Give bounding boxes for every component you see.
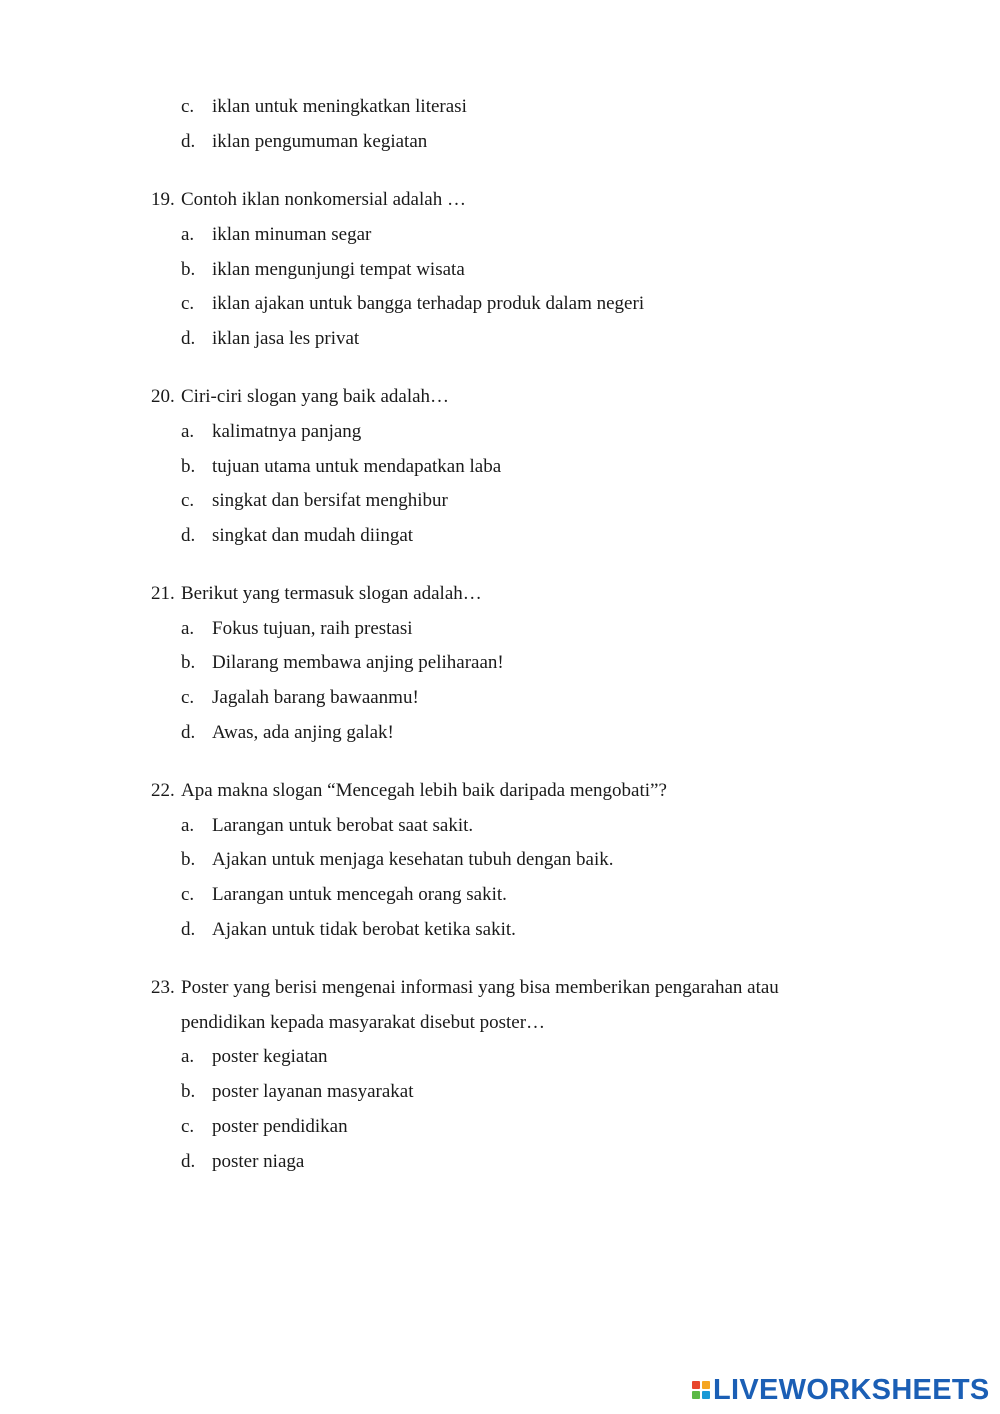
- question-number: 23.: [151, 977, 175, 998]
- option-text: Awas, ada anjing galak!: [212, 722, 394, 743]
- option-letter: c.: [181, 884, 195, 905]
- option-text: singkat dan mudah diingat: [212, 525, 414, 546]
- option-letter: b.: [181, 259, 196, 280]
- option-letter: b.: [181, 849, 196, 870]
- logo-mark-tile: [692, 1391, 700, 1399]
- logo-mark-tile: [692, 1381, 700, 1389]
- option-text: iklan minuman segar: [212, 224, 372, 245]
- option-text: iklan mengunjungi tempat wisata: [212, 259, 465, 280]
- question-text: Contoh iklan nonkomersial adalah …: [181, 189, 466, 210]
- question-number: 21.: [151, 583, 175, 604]
- option-text: poster kegiatan: [212, 1046, 328, 1067]
- liveworksheets-mark-icon: [692, 1381, 710, 1399]
- option-text: Jagalah barang bawaanmu!: [212, 687, 419, 708]
- option-letter: d.: [181, 919, 196, 940]
- question-text: pendidikan kepada masyarakat disebut poster…: [181, 1012, 546, 1033]
- question-number: 19.: [151, 189, 175, 210]
- option-letter: c.: [181, 1116, 195, 1137]
- question-number: 20.: [151, 386, 175, 407]
- option-letter: b.: [181, 456, 196, 477]
- logo-mark-tile: [702, 1381, 710, 1389]
- question-text: Apa makna slogan “Mencegah lebih baik daripada mengobati”?: [181, 780, 667, 801]
- option-text: kalimatnya panjang: [212, 421, 362, 442]
- option-letter: b.: [181, 652, 196, 673]
- option-text: poster layanan masyarakat: [212, 1081, 414, 1102]
- option-letter: d.: [181, 1151, 196, 1172]
- question-text: Poster yang berisi mengenai informasi yang bisa memberikan pengarahan atau: [181, 977, 779, 998]
- option-text: Ajakan untuk tidak berobat ketika sakit.: [212, 919, 516, 940]
- option-letter: a.: [181, 224, 195, 245]
- question-text: Ciri-ciri slogan yang baik adalah…: [181, 386, 450, 407]
- question-text: Berikut yang termasuk slogan adalah…: [181, 583, 482, 604]
- option-text: Larangan untuk berobat saat sakit.: [212, 815, 474, 836]
- option-letter: d.: [181, 328, 196, 349]
- option-text: Ajakan untuk menjaga kesehatan tubuh dengan baik.: [212, 849, 614, 870]
- option-letter: a.: [181, 1046, 195, 1067]
- option-text: poster niaga: [212, 1151, 305, 1172]
- option-text: Fokus tujuan, raih prestasi: [212, 618, 413, 639]
- option-letter: d.: [181, 131, 196, 152]
- option-letter: b.: [181, 1081, 196, 1102]
- option-letter: d.: [181, 525, 196, 546]
- liveworksheets-logo: [692, 1373, 990, 1407]
- option-letter: a.: [181, 815, 195, 836]
- option-text: iklan jasa les privat: [212, 328, 360, 349]
- option-text: iklan pengumuman kegiatan: [212, 131, 428, 152]
- option-text: Dilarang membawa anjing peliharaan!: [212, 652, 504, 673]
- question-number: 22.: [151, 780, 175, 801]
- option-letter: c.: [181, 687, 195, 708]
- option-text: poster pendidikan: [212, 1116, 348, 1137]
- option-letter: c.: [181, 293, 195, 314]
- option-text: singkat dan bersifat menghibur: [212, 490, 448, 511]
- option-letter: a.: [181, 618, 195, 639]
- option-letter: c.: [181, 490, 195, 511]
- option-text: iklan ajakan untuk bangga terhadap produk dalam negeri: [212, 293, 645, 314]
- option-text: iklan untuk meningkatkan literasi: [212, 96, 467, 117]
- option-letter: c.: [181, 96, 195, 117]
- logo-text: LIVEWORKSHEETS: [713, 1373, 990, 1406]
- option-letter: a.: [181, 421, 195, 442]
- option-letter: d.: [181, 722, 196, 743]
- option-text: tujuan utama untuk mendapatkan laba: [212, 456, 502, 477]
- logo-mark-tile: [702, 1391, 710, 1399]
- option-text: Larangan untuk mencegah orang sakit.: [212, 884, 507, 905]
